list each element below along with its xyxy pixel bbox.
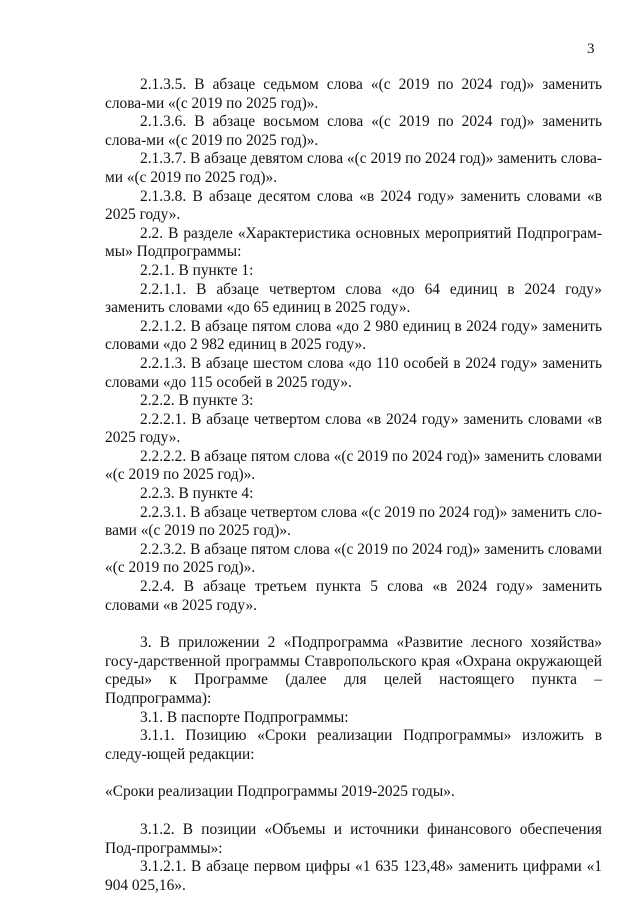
paragraph-2-1-3-6: 2.1.3.6. В абзаце восьмом слова «(с 2019 по 2024 год)» заменить слова-ми «(с 2019 по 2025 год)». [105, 113, 602, 149]
paragraph-3-1-1: 3.1.1. Позицию «Сроки реализации Подпрограммы» изложить в следу-ющей редакции: [105, 727, 602, 763]
paragraph-3-1-2-1: 3.1.2.1. В абзаце первом цифры «1 635 123,48» заменить цифрами «1 904 025,16». [105, 858, 602, 894]
page-number: 3 [587, 41, 595, 57]
paragraph-2-2-3-1: 2.2.3.1. В абзаце четвертом слова «(с 2019 по 2024 год)» заменить сло-вами «(с 2019 по 2025 год)». [105, 503, 602, 540]
paragraph-2-1-3-5: 2.1.3.5. В абзаце седьмом слова «(с 2019 по 2024 год)» заменить слова-ми «(с 2019 по 2025 год)». [105, 76, 602, 112]
paragraph-quoted-wording: «Сроки реализации Подпрограммы 2019-2025 годы». [105, 783, 455, 801]
paragraph-2-2-1-2: 2.2.1.2. В абзаце пятом слова «до 2 980 единиц в 2024 году» заменить словами «до 2 982 единиц в 2025 году». [105, 317, 602, 354]
paragraph-2-2-2-2: 2.2.2.2. В абзаце пятом слова «(с 2019 по 2024 год)» заменить словами «(с 2019 по 2025 год)». [105, 447, 602, 484]
paragraph-2-2-1-1: 2.2.1.1. В абзаце четвертом слова «до 64 единиц в 2024 году» заменить словами «до 65 единиц в 2025 году». [105, 280, 602, 317]
paragraph-3: 3. В приложении 2 «Подпрограмма «Развитие лесного хозяйства» госу-дарственной программы Ставропольского края «Охрана окружающей среды» к Программе (далее для целей настоящего пункта – Подпрограмма): [105, 634, 602, 707]
paragraph-2-2: 2.2. В разделе «Характеристика основных мероприятий Подпрограм-мы» Подпрограммы: [105, 224, 602, 261]
paragraph-2-2-3-2: 2.2.3.2. В абзаце пятом слова «(с 2019 по 2024 год)» заменить словами «(с 2019 по 2025 год)». [105, 540, 602, 577]
paragraph-3-1-2: 3.1.2. В позиции «Объемы и источники финансового обеспечения Под-программы»: [105, 820, 602, 857]
paragraph-2-2-1-3: 2.2.1.3. В абзаце шестом слова «до 110 особей в 2024 году» заменить словами «до 115 особей в 2025 году». [105, 354, 602, 391]
paragraph-2-1-3-7: 2.1.3.7. В абзаце девятом слова «(с 2019 по 2024 год)» заменить слова-ми «(с 2019 по 2025 год)». [105, 150, 602, 186]
paragraph-2-2-2-1: 2.2.2.1. В абзаце четвертом слова «в 2024 году» заменить словами «в 2025 году». [105, 410, 602, 447]
paragraph-2-2-1: 2.2.1. В пункте 1: [140, 261, 254, 279]
paragraph-2-1-3-8: 2.1.3.8. В абзаце десятом слова «в 2024 году» заменить словами «в 2025 году». [105, 187, 602, 224]
paragraph-2-2-3: 2.2.3. В пункте 4: [140, 485, 254, 503]
paragraph-3-1: 3.1. В паспорте Подпрограммы: [140, 708, 349, 726]
paragraph-2-2-4: 2.2.4. В абзаце третьем пункта 5 слова «в 2024 году» заменить словами «в 2025 году». [105, 578, 602, 614]
document-body [105, 76, 602, 895]
paragraph-2-2-2: 2.2.2. В пункте 3: [140, 392, 254, 410]
